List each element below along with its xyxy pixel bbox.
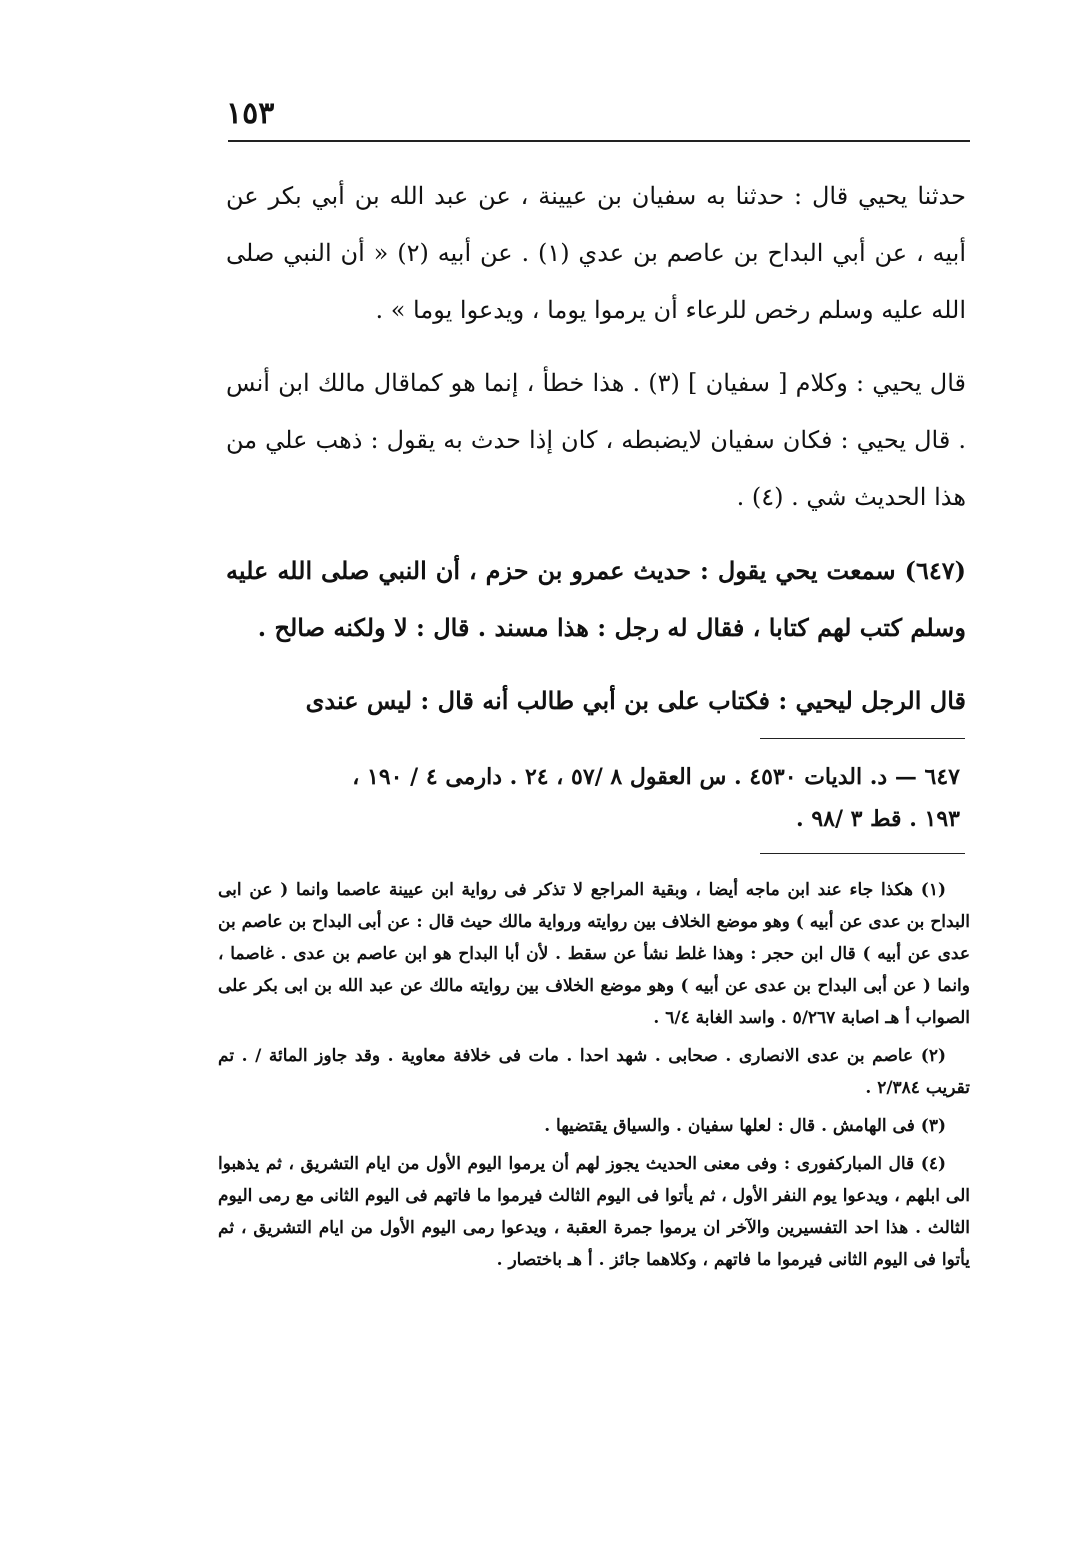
paragraph-4: قال الرجل ليحيي : فكتاب على بن أبي طالب أنه قال : ليس عندى bbox=[305, 686, 966, 715]
footnote-3: (٣) فى الهامش . قال : لعلها سفيان . والسياق يقتضيها . bbox=[544, 1116, 946, 1136]
footnotes-rule bbox=[760, 853, 965, 854]
paragraph-2: قال يحيي : وكلام [ سفيان ] (٣) . هذا خطأ ، إنما هو كماقال مالك ابن أنس . قال يحيي : فكان سفيان لايضبطه ، كان إذا حدث به يقول : ذهب علي من هذا الحديث شي . (٤) . bbox=[226, 369, 967, 511]
footnote-4: (٤) قال المباركفورى : وفى معنى الحديث يجوز لهم أن يرموا اليوم الأول من ايام التشريق ، ثم يذهبوا الى ابلهم ، ويدعوا يوم النفر الأول ، ثم يأتوا فى اليوم الثالث فيرموا ما فاتهم فى اليوم الثانى مع رمى اليوم الثالث . هذا احد التفسيرين والآخر ان يرموا جمرة العقبة ، ويدعوا رمى اليوم الأول من ايام التشريق ، ثم يأتوا فى اليوم الثانى فيرموا ما فاتهم ، وكلاهما جائز . أ هـ باختصار . bbox=[218, 1154, 970, 1270]
footnotes-block bbox=[218, 874, 970, 1282]
footnote-1: (١) هكذا جاء عند ابن ماجه أيضا ، وبقية المراجع لا تذكر فى رواية ابن عيينة عاصما وانما ( عن ابى البداح بن عدى عن أبيه ) وهو موضع الخلاف بين روايته ورواية مالك حيث قال : عن أبى البداح بن عاصم بن عدى عن أبيه ) قال ابن حجر : وهذا غلط نشأ عن سقط . لأن أبا البداح هو ابن عاصم بن عدى . غاصما ، وانما ( عن أبى البداح بن عدى عن أبيه ) وهو موضع الخلاف بين روايته مالك عن عبد الله بن ابى بكر على الصواب أ هـ اصابة ٥/٢٦٧ . واسد الغابة ٦/٤ . bbox=[218, 880, 970, 1028]
page-number: ١٥٣ bbox=[226, 96, 275, 131]
footnote-2: (٢) عاصم بن عدى الانصارى . صحابى . شهد احدا . مات فى خلافة معاوية . وقد جاوز المائة / . تم تقريب ٢/٣٨٤ . bbox=[218, 1046, 970, 1098]
reference-line-1: ٦٤٧ — د. الديات ٤٥٣٠ . س العقول ٨ /٥٧ ، ٢٤ . دارمى ٤ / ١٩٠ ، bbox=[352, 764, 960, 790]
reference-line-2: ١٩٣ . قط ٣ /٩٨ . bbox=[796, 806, 960, 832]
paragraph-hadith-647: (٦٤٧) سمعت يحي يقول : حديث عمرو بن حزم ، أن النبي صلى الله عليه وسلم كتب لهم كتابا ، فقال له رجل : هذا مسند . قال : لا ولكنه صالح . bbox=[226, 556, 966, 642]
paragraph-1: حدثنا يحيي قال : حدثنا به سفيان بن عيينة ، عن عبد الله بن أبي بكر عن أبيه ، عن أبي البداح بن عاصم بن عدي (١) . عن أبيه (٢) « أن النبي صلى الله عليه وسلم رخص للرعاء أن يرموا يوما ، ويدعوا يوما » . bbox=[226, 182, 967, 324]
main-text bbox=[226, 168, 966, 745]
references-block bbox=[240, 756, 960, 840]
references-rule bbox=[760, 738, 965, 739]
header-rule bbox=[228, 140, 970, 142]
